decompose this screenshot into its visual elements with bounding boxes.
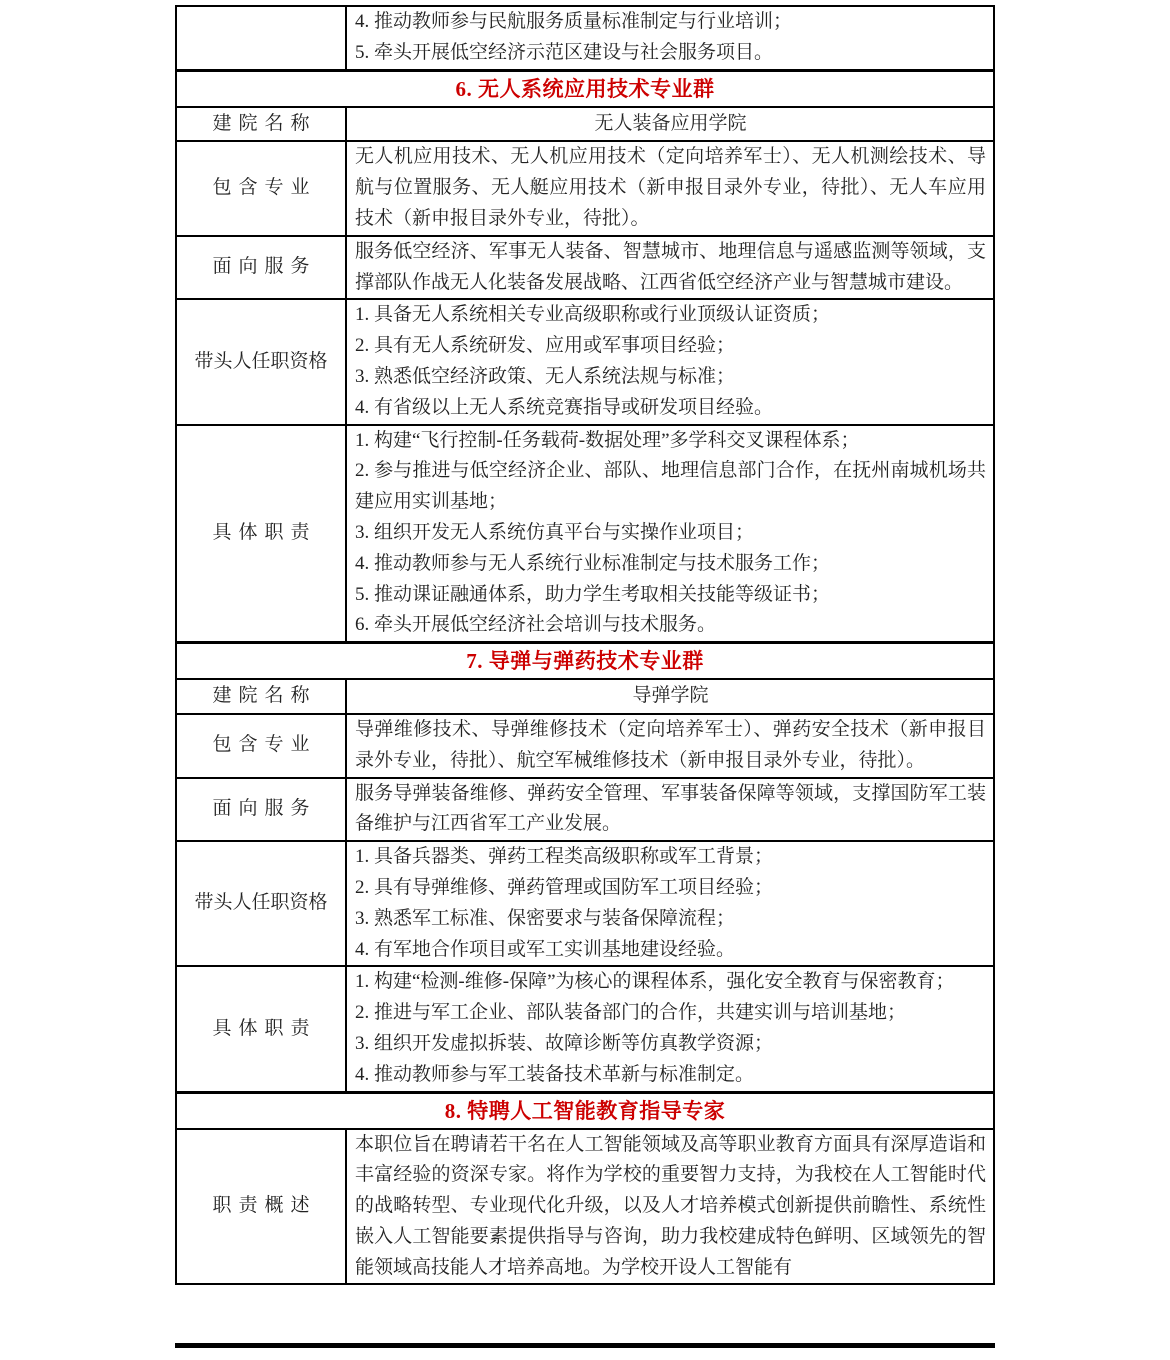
row-label-cell: 建院名称 xyxy=(177,680,347,713)
content-paragraph: 5. 牵头开展低空经济示范区建设与社会服务项目。 xyxy=(355,41,774,63)
content-paragraph: 3. 熟悉低空经济政策、无人系统法规与标准； xyxy=(355,365,736,387)
table-row xyxy=(177,108,993,143)
row-content-cell xyxy=(347,967,993,1090)
row-content-cell xyxy=(347,142,993,234)
content-paragraph: 本职位旨在聘请若干名在人工智能领域及高等职业教育方面具有深厚造诣和丰富经验的资深专家。将作为学校的重要智力支持，为我校在人工智能时代的战略转型、专业现代化升级，以及人才培养模式创新提供前瞻性、系统性嵌入人工智能要素提供指导与咨询，助力我校建成特色鲜明、区域领先的智能领域高技能人才培养高地。为学校开设人工智能有 xyxy=(355,1133,986,1278)
content-paragraph: 导弹维修技术、导弹维修技术（定向培养军士）、弹药安全技术（新申报目录外专业，待批）、航空军械维修技术（新申报目录外专业，待批）。 xyxy=(355,718,986,771)
content-paragraph: 4. 推动教师参与无人系统行业标准制定与技术服务工作； xyxy=(355,552,831,574)
table-row xyxy=(177,426,993,644)
table-row xyxy=(177,1130,993,1286)
content-paragraph: 无人装备应用学院 xyxy=(594,112,747,134)
table-row xyxy=(177,967,993,1092)
row-content-cell xyxy=(347,426,993,642)
table-row xyxy=(177,7,993,71)
content-paragraph: 1. 具备兵器类、弹药工程类高级职称或军工背景； xyxy=(355,846,774,868)
row-label-cell: 包含专业 xyxy=(177,715,347,777)
page-cut-border xyxy=(175,1343,995,1348)
row-label-cell: 建院名称 xyxy=(177,108,347,141)
group-header: 7. 导弹与弹药技术专业群 xyxy=(177,643,993,680)
row-content-cell xyxy=(347,680,993,713)
group-header: 8. 特聘人工智能教育指导专家 xyxy=(177,1093,993,1130)
content-paragraph: 2. 具有无人系统研发、应用或军事项目经验； xyxy=(355,335,736,357)
group-header: 6. 无人系统应用技术专业群 xyxy=(177,71,993,108)
content-paragraph: 1. 构建“飞行控制-任务载荷-数据处理”多学科交叉课程体系； xyxy=(355,429,860,451)
content-paragraph: 4. 推动教师参与民航服务质量标准制定与行业培训； xyxy=(355,11,793,32)
content-paragraph: 导弹学院 xyxy=(632,685,709,707)
row-label-cell: 带头人任职资格 xyxy=(177,842,347,965)
row-content-cell xyxy=(347,7,993,69)
content-paragraph: 4. 推动教师参与军工装备技术革新与标准制定。 xyxy=(355,1063,755,1085)
table-row xyxy=(177,779,993,843)
document-table xyxy=(175,5,995,1285)
content-paragraph: 服务低空经济、军事无人装备、智慧城市、地理信息与遥感监测等领域，支撑部队作战无人化装备发展战略、江西省低空经济产业与智慧城市建设。 xyxy=(355,240,986,293)
row-label-cell: 具体职责 xyxy=(177,426,347,642)
table-row xyxy=(177,142,993,236)
content-paragraph: 5. 推动课证融通体系，助力学生考取相关技能等级证书； xyxy=(355,583,831,605)
row-label-cell: 面向服务 xyxy=(177,237,347,299)
content-paragraph: 2. 具有导弹维修、弹药管理或国防军工项目经验； xyxy=(355,876,774,898)
row-content-cell xyxy=(347,715,993,777)
content-paragraph: 2. 推进与军工企业、部队装备部门的合作，共建实训与培训基地； xyxy=(355,1002,907,1024)
table-row xyxy=(177,842,993,967)
row-content-cell xyxy=(347,108,993,141)
content-paragraph: 3. 熟悉军工标准、保密要求与装备保障流程； xyxy=(355,907,736,929)
row-label-cell: 职责概述 xyxy=(177,1130,347,1284)
content-paragraph: 4. 有省级以上无人系统竞赛指导或研发项目经验。 xyxy=(355,396,774,418)
table-row xyxy=(177,715,993,779)
row-content-cell xyxy=(347,300,993,423)
row-label-cell: 具体职责 xyxy=(177,967,347,1090)
content-paragraph: 6. 牵头开展低空经济社会培训与技术服务。 xyxy=(355,614,717,636)
row-content-cell xyxy=(347,237,993,299)
content-paragraph: 1. 构建“检测-维修-保障”为核心的课程体系，强化安全教育与保密教育； xyxy=(355,971,955,993)
content-paragraph: 3. 组织开发虚拟拆装、故障诊断等仿真教学资源； xyxy=(355,1032,774,1054)
row-label-cell xyxy=(177,7,347,69)
table-row xyxy=(177,680,993,715)
table-row xyxy=(177,237,993,301)
row-content-cell xyxy=(347,842,993,965)
table-row xyxy=(177,300,993,425)
content-paragraph: 1. 具备无人系统相关专业高级职称或行业顶级认证资质； xyxy=(355,304,831,326)
row-label-cell: 面向服务 xyxy=(177,779,347,841)
content-paragraph: 无人机应用技术、无人机应用技术（定向培养军士）、无人机测绘技术、导航与位置服务、无人艇应用技术（新申报目录外专业，待批）、无人车应用技术（新申报目录外专业，待批）。 xyxy=(355,146,986,229)
row-label-cell: 包含专业 xyxy=(177,142,347,234)
content-paragraph: 3. 组织开发无人系统仿真平台与实操作业项目； xyxy=(355,521,755,543)
row-content-cell xyxy=(347,779,993,841)
content-paragraph: 4. 有军地合作项目或军工实训基地建设经验。 xyxy=(355,938,736,960)
content-paragraph: 服务导弹装备维修、弹药安全管理、军事装备保障等领域，支撑国防军工装备维护与江西省军工产业发展。 xyxy=(355,782,986,835)
row-label-cell: 带头人任职资格 xyxy=(177,300,347,423)
content-paragraph: 2. 参与推进与低空经济企业、部队、地理信息部门合作，在抚州南城机场共建应用实训基地； xyxy=(355,460,986,513)
row-content-cell xyxy=(347,1130,993,1284)
